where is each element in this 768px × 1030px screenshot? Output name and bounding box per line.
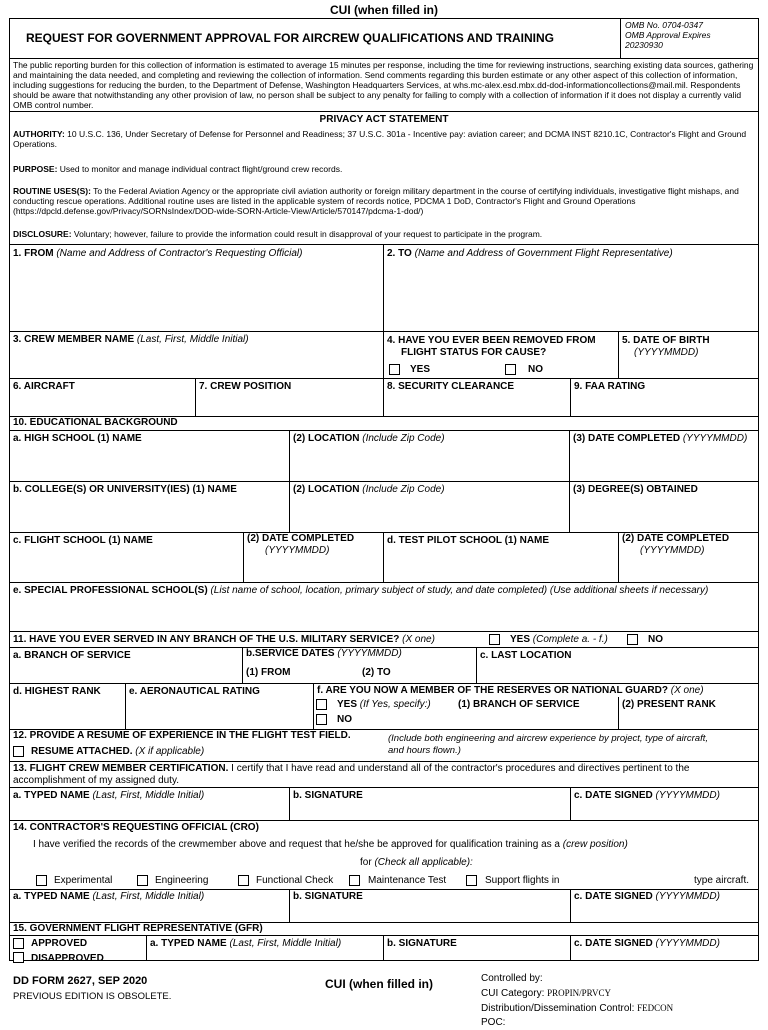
hs-date-label: (3) DATE COMPLETED (YYYYMMDD)	[573, 433, 748, 444]
approved-label: APPROVED	[31, 938, 88, 949]
high-school-name-label: a. HIGH SCHOOL (1) NAME	[13, 433, 142, 444]
test-pilot-school-label: d. TEST PILOT SCHOOL (1) NAME	[387, 535, 550, 546]
cro-date-label: c. DATE SIGNED (YYYYMMDD)	[574, 891, 720, 902]
military-yes-label: YES (Complete a. - f.)	[510, 634, 608, 645]
service-dates-label: b.SERVICE DATES (YYYYMMDD)	[246, 648, 402, 659]
cro-label: 14. CONTRACTOR'S REQUESTING OFFICIAL (CRO)	[13, 822, 259, 833]
disclosure-text: DISCLOSURE: Voluntary; however, failure to provide the information could result in disapproval of your request to participate in the program.	[13, 229, 543, 239]
present-rank-label: (2) PRESENT RANK	[622, 699, 716, 710]
aeronautical-rating-label: e. AERONAUTICAL RATING	[129, 686, 260, 697]
experimental-label: Experimental	[54, 875, 113, 886]
cui-footer: CUI (when filled in)	[325, 977, 433, 991]
to-label: 2. TO (Name and Address of Government Flight Representative)	[387, 248, 673, 259]
functional-check-checkbox[interactable]	[238, 875, 249, 886]
engineering-label: Engineering	[155, 875, 209, 886]
maintenance-test-checkbox[interactable]	[349, 875, 360, 886]
dob-label: 5. DATE OF BIRTH (YYYYMMDD)	[622, 335, 710, 358]
support-flights-label: Support flights in	[485, 875, 560, 886]
reserves-no-label: NO	[337, 714, 352, 725]
omb-block: OMB No. 0704-0347 OMB Approval Expires 20230930	[625, 20, 711, 50]
reserves-label: f. ARE YOU NOW A MEMBER OF THE RESERVES OR NATIONAL GUARD? (X one)	[317, 685, 704, 696]
privacy-heading: PRIVACY ACT STATEMENT	[319, 114, 449, 125]
removed-no-label: NO	[528, 364, 543, 375]
cui-header: CUI (when filled in)	[330, 3, 438, 17]
cui-designation: Controlled by: CUI Category: PROPIN/PRVCY Distribution/Dissemination Control: FEDCON POC:	[481, 973, 674, 1028]
from-field[interactable]	[10, 262, 382, 330]
removed-yes-checkbox[interactable]	[389, 364, 400, 375]
gfr-typed-name-label: a. TYPED NAME (Last, First, Middle Initial)	[150, 938, 342, 949]
type-aircraft-label: type aircraft.	[694, 875, 750, 886]
college-location-label: (2) LOCATION (Include Zip Code)	[293, 484, 445, 495]
gfr-label: 15. GOVERNMENT FLIGHT REPRESENTATIVE (GFR)	[13, 923, 263, 934]
cro-statement: I have verified the records of the crewmember above and request that he/she be approved for qualification training as a (crew position)	[33, 839, 628, 850]
service-to-label: (2) TO	[362, 667, 391, 678]
experimental-checkbox[interactable]	[36, 875, 47, 886]
faa-rating-label: 9. FAA RATING	[574, 381, 646, 392]
aircraft-label: 6. AIRCRAFT	[13, 381, 75, 392]
burden-statement: The public reporting burden for this collection of information is estimated to average 15 minutes per response, including the time for reviewing instructions, searching existing data sources, gathering and maintaining the data needed, and completing and reviewing the collection of information. Send comments regarding this burden estimate or any other aspect of this collection of information, including suggestions for reducing the burden, to the Department of Defense, Washington Headquarters Services, at whs.mc-alex.esd.mbx.dd-dod-informationcollections@mail.mil. Respondents should be aware that notwithstanding any other provision of law, no person shall be subject to any penalty for failing to comply with a collection of information if it does not display a currently valid OMB control number.	[13, 60, 754, 110]
hs-location-label: (2) LOCATION (Include Zip Code)	[293, 433, 445, 444]
test-pilot-date-label: (2) DATE COMPLETED (YYYYMMDD)	[622, 533, 730, 556]
military-no-checkbox[interactable]	[627, 634, 638, 645]
cro-typed-name-label: a. TYPED NAME (Last, First, Middle Initial)	[13, 891, 205, 902]
resume-note: (Include both engineering and aircrew experience by project, type of aircraft, and hours flown.)	[388, 733, 709, 756]
educational-background-label: 10. EDUCATIONAL BACKGROUND	[13, 417, 178, 428]
reserves-no-checkbox[interactable]	[316, 714, 327, 725]
last-location-label: c. LAST LOCATION	[480, 650, 572, 661]
engineering-checkbox[interactable]	[137, 875, 148, 886]
resume-attached-label: RESUME ATTACHED. (X if applicable)	[31, 746, 205, 757]
previous-edition: PREVIOUS EDITION IS OBSOLETE.	[13, 991, 172, 1002]
service-from-label: (1) FROM	[246, 667, 291, 678]
security-clearance-label: 8. SECURITY CLEARANCE	[387, 381, 515, 392]
cert-signature-label: b. SIGNATURE	[293, 790, 363, 801]
approved-checkbox[interactable]	[13, 938, 24, 949]
military-yes-checkbox[interactable]	[489, 634, 500, 645]
reserves-branch-label: (1) BRANCH OF SERVICE	[458, 699, 580, 710]
certification-text: 13. FLIGHT CREW MEMBER CERTIFICATION. I certify that I have read and understand all of the contractor's procedures and directives pertinent to the accomplishment of my assigned duty.	[13, 763, 690, 786]
disapproved-checkbox[interactable]	[13, 952, 24, 963]
cro-for: for (Check all applicable):	[360, 857, 473, 868]
cert-date-label: c. DATE SIGNED (YYYYMMDD)	[574, 790, 720, 801]
resume-label: 12. PROVIDE A RESUME OF EXPERIENCE IN THE FLIGHT TEST FIELD.	[13, 730, 351, 741]
disapproved-label: DISAPPROVED	[31, 953, 104, 964]
removed-yes-label: YES	[410, 364, 431, 375]
crew-position-label: 7. CREW POSITION	[199, 381, 292, 392]
degree-label: (3) DEGREE(S) OBTAINED	[573, 484, 698, 495]
military-service-label: 11. HAVE YOU EVER SERVED IN ANY BRANCH OF THE U.S. MILITARY SERVICE? (X one)	[13, 634, 435, 645]
highest-rank-label: d. HIGHEST RANK	[13, 686, 101, 697]
form-number: DD FORM 2627, SEP 2020	[13, 975, 148, 987]
cert-typed-name-label: a. TYPED NAME (Last, First, Middle Initial)	[13, 790, 205, 801]
authority-text: AUTHORITY: 10 U.S.C. 136, Under Secretary of Defense for Personnel and Readiness; 37 U.S.C. 301a - Incentive pay: aviation career; and DCMA INST 8210.1C, Contractor's Flight and Ground Operations.	[13, 129, 747, 149]
reserves-yes-label: YES (If Yes, specify:)	[337, 699, 431, 710]
to-field[interactable]	[384, 262, 758, 330]
resume-attached-checkbox[interactable]	[13, 746, 24, 757]
military-no-label: NO	[648, 634, 663, 645]
reserves-yes-checkbox[interactable]	[316, 699, 327, 710]
purpose-text: PURPOSE: Used to monitor and manage individual contract flight/ground crew records.	[13, 164, 343, 174]
crew-member-name-label: 3. CREW MEMBER NAME (Last, First, Middle Initial)	[13, 334, 249, 345]
form-title: REQUEST FOR GOVERNMENT APPROVAL FOR AIRCREW QUALIFICATIONS AND TRAINING	[26, 31, 554, 45]
removed-no-checkbox[interactable]	[505, 364, 516, 375]
gfr-signature-label: b. SIGNATURE	[387, 938, 457, 949]
flight-school-date-label: (2) DATE COMPLETED (YYYYMMDD)	[247, 533, 355, 556]
special-school-label: e. SPECIAL PROFESSIONAL SCHOOL(S) (List name of school, location, primary subject of study, and date completed) (Use additional sheets if necessary)	[13, 585, 709, 596]
maintenance-test-label: Maintenance Test	[368, 875, 447, 886]
from-label: 1. FROM (Name and Address of Contractor's Requesting Official)	[13, 248, 303, 259]
branch-of-service-label: a. BRANCH OF SERVICE	[13, 650, 131, 661]
routine-uses-text: ROUTINE USES(S): To the Federal Aviation Agency or the appropriate civil aviation authority or foreign military department in the course of certifying individuals, investigative flight mishaps, and conducting rescue operations. Additional routine uses are listed in the applicable system of records notice, PDCMA 1 DoD, Contractor's Flight and Ground Operations (https://dpcld.defense.gov/Privacy/SORNsIndex/DOD-wide-SORN-Article-View/Article/570147/pdcma-1-dod/)	[13, 186, 739, 216]
functional-check-label: Functional Check	[256, 875, 334, 886]
gfr-date-label: c. DATE SIGNED (YYYYMMDD)	[574, 938, 720, 949]
removed-flight-status-label: 4. HAVE YOU EVER BEEN REMOVED FROM FLIGHT STATUS FOR CAUSE?	[387, 335, 596, 358]
flight-school-label: c. FLIGHT SCHOOL (1) NAME	[13, 535, 153, 546]
support-flights-checkbox[interactable]	[466, 875, 477, 886]
cro-signature-label: b. SIGNATURE	[293, 891, 363, 902]
college-name-label: b. COLLEGE(S) OR UNIVERSITY(IES) (1) NAME	[13, 484, 237, 495]
